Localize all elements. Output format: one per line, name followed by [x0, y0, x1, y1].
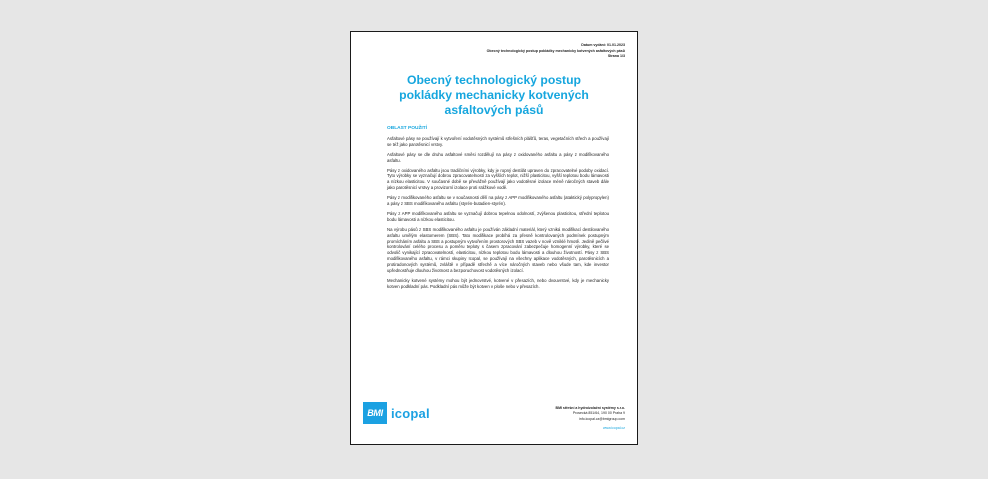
document-page	[350, 31, 638, 445]
paragraph: Mechanicky kotvené systémy mohou být jednovrstvé, kotvené v přesazích, nebo dvouvrstvé, kdy je mechanicky kotven podkladní pás. Podkladní pás může být kotven v ploše nebo v přesazích.	[387, 277, 609, 289]
footer-website: www.icopal.cz	[603, 426, 625, 431]
paragraph: Pásy z oxidovaného asfaltu jsou tradičními výrobky, kdy je ropný destilát upraven do zpracovatelné podoby oxidací. Tyto výrobky se vyznačují dobrou zpracovatelností za vyšších teplot, nižší plasticitou, vyšší teplotou bodu lámavosti a nízkou elasticitou. V současné době se převážně používají jako vodotěsné izolace méně náročných staveb dále jako parotěsnicí vrstvy a provizorní izolace proti srážkové vodě.	[387, 167, 609, 191]
document-meta	[445, 43, 625, 60]
issue-date: Datum vydání: 01.01.2023	[581, 43, 625, 47]
paragraph: Pásy z APP modifikovaného asfaltu se vyznačují dobrou tepelnou odolností, zvýšenou plasticitou, střední teplotou bodu lámavosti a nízkou elasticitou.	[387, 211, 609, 222]
section-heading: OBLAST POUŽITÍ	[387, 126, 427, 131]
footer-company: BMI střešní a hydroizolační systémy s.r.o.	[555, 406, 625, 410]
footer-email: info.icopal.cz@bmigroup.com	[579, 416, 625, 421]
document-reference: Obecný technologický postup pokládky mechanicky kotvených asfaltových pásů	[486, 48, 625, 53]
document-body	[387, 126, 609, 294]
footer-address: Prosecká 851/64, 190 00 Praha 9	[572, 411, 625, 416]
paragraph: Pásy z modifikovaného asfaltu se v současnosti dělí na pásy z APP modifikovaného asfaltu (ataktický polypropylen) a pásy z SBS modifikovaného asfaltu (styrén-butadien-styrén).	[387, 195, 609, 206]
bmi-logo: BMI	[363, 402, 387, 424]
paragraph: Asfaltové pásy se dle druhu asfaltové směsi rozdělují na pásy z oxidovaného asfaltu a pásy z modifikovaného asfaltu.	[387, 151, 609, 163]
paragraph: Asfaltové pásy se používají k vytvoření vodotěsných systémů střešních plášťů, teras, vegetačních střech a používají se též jako parotěsnicí vrstvy.	[387, 135, 609, 147]
document-title: Obecný technologický postup pokládky mechanicky kotvených asfaltových pásů	[399, 73, 589, 117]
brand-logo	[363, 402, 430, 424]
page-number: Strana 1/3	[607, 54, 625, 59]
paragraph: Na výrobu pásů z SBS modifikovaného asfaltu je používán základní materiál, který vzniká modifikací destilovaného asfaltu umělým elastomerem (SBS). Tato modifikace probíhá za přesně kontrolovaných podmínek postupným promícháním asfaltu a SBS a postupným vytvořením prostorových SBS vazeb v nově vzniklé hmotě. Jedině pečlivé kontrolování celého procesu a poměru teploty s časem zpracování zabezpečuje homogenní výrobky, které se odvolič vynikající zpracovatelností, elasticitou, nízkou teplotou bodu lámavosti a dlouhou životností. Pásy z SBS modifikovaného asfaltu, v rámci skupiny Icopal, se používají na všechny aplikace vodotěsných, parotěsnicích a protiradonových systémů, zvláště v případě střechě a více náročných staveb nebo všude tam, kde investor upřednostňuje dlouhou životnost a bezporuchovost vodotěsných izolací.	[387, 226, 609, 273]
document-footer	[495, 406, 625, 432]
icopal-logo: icopal	[391, 405, 430, 421]
